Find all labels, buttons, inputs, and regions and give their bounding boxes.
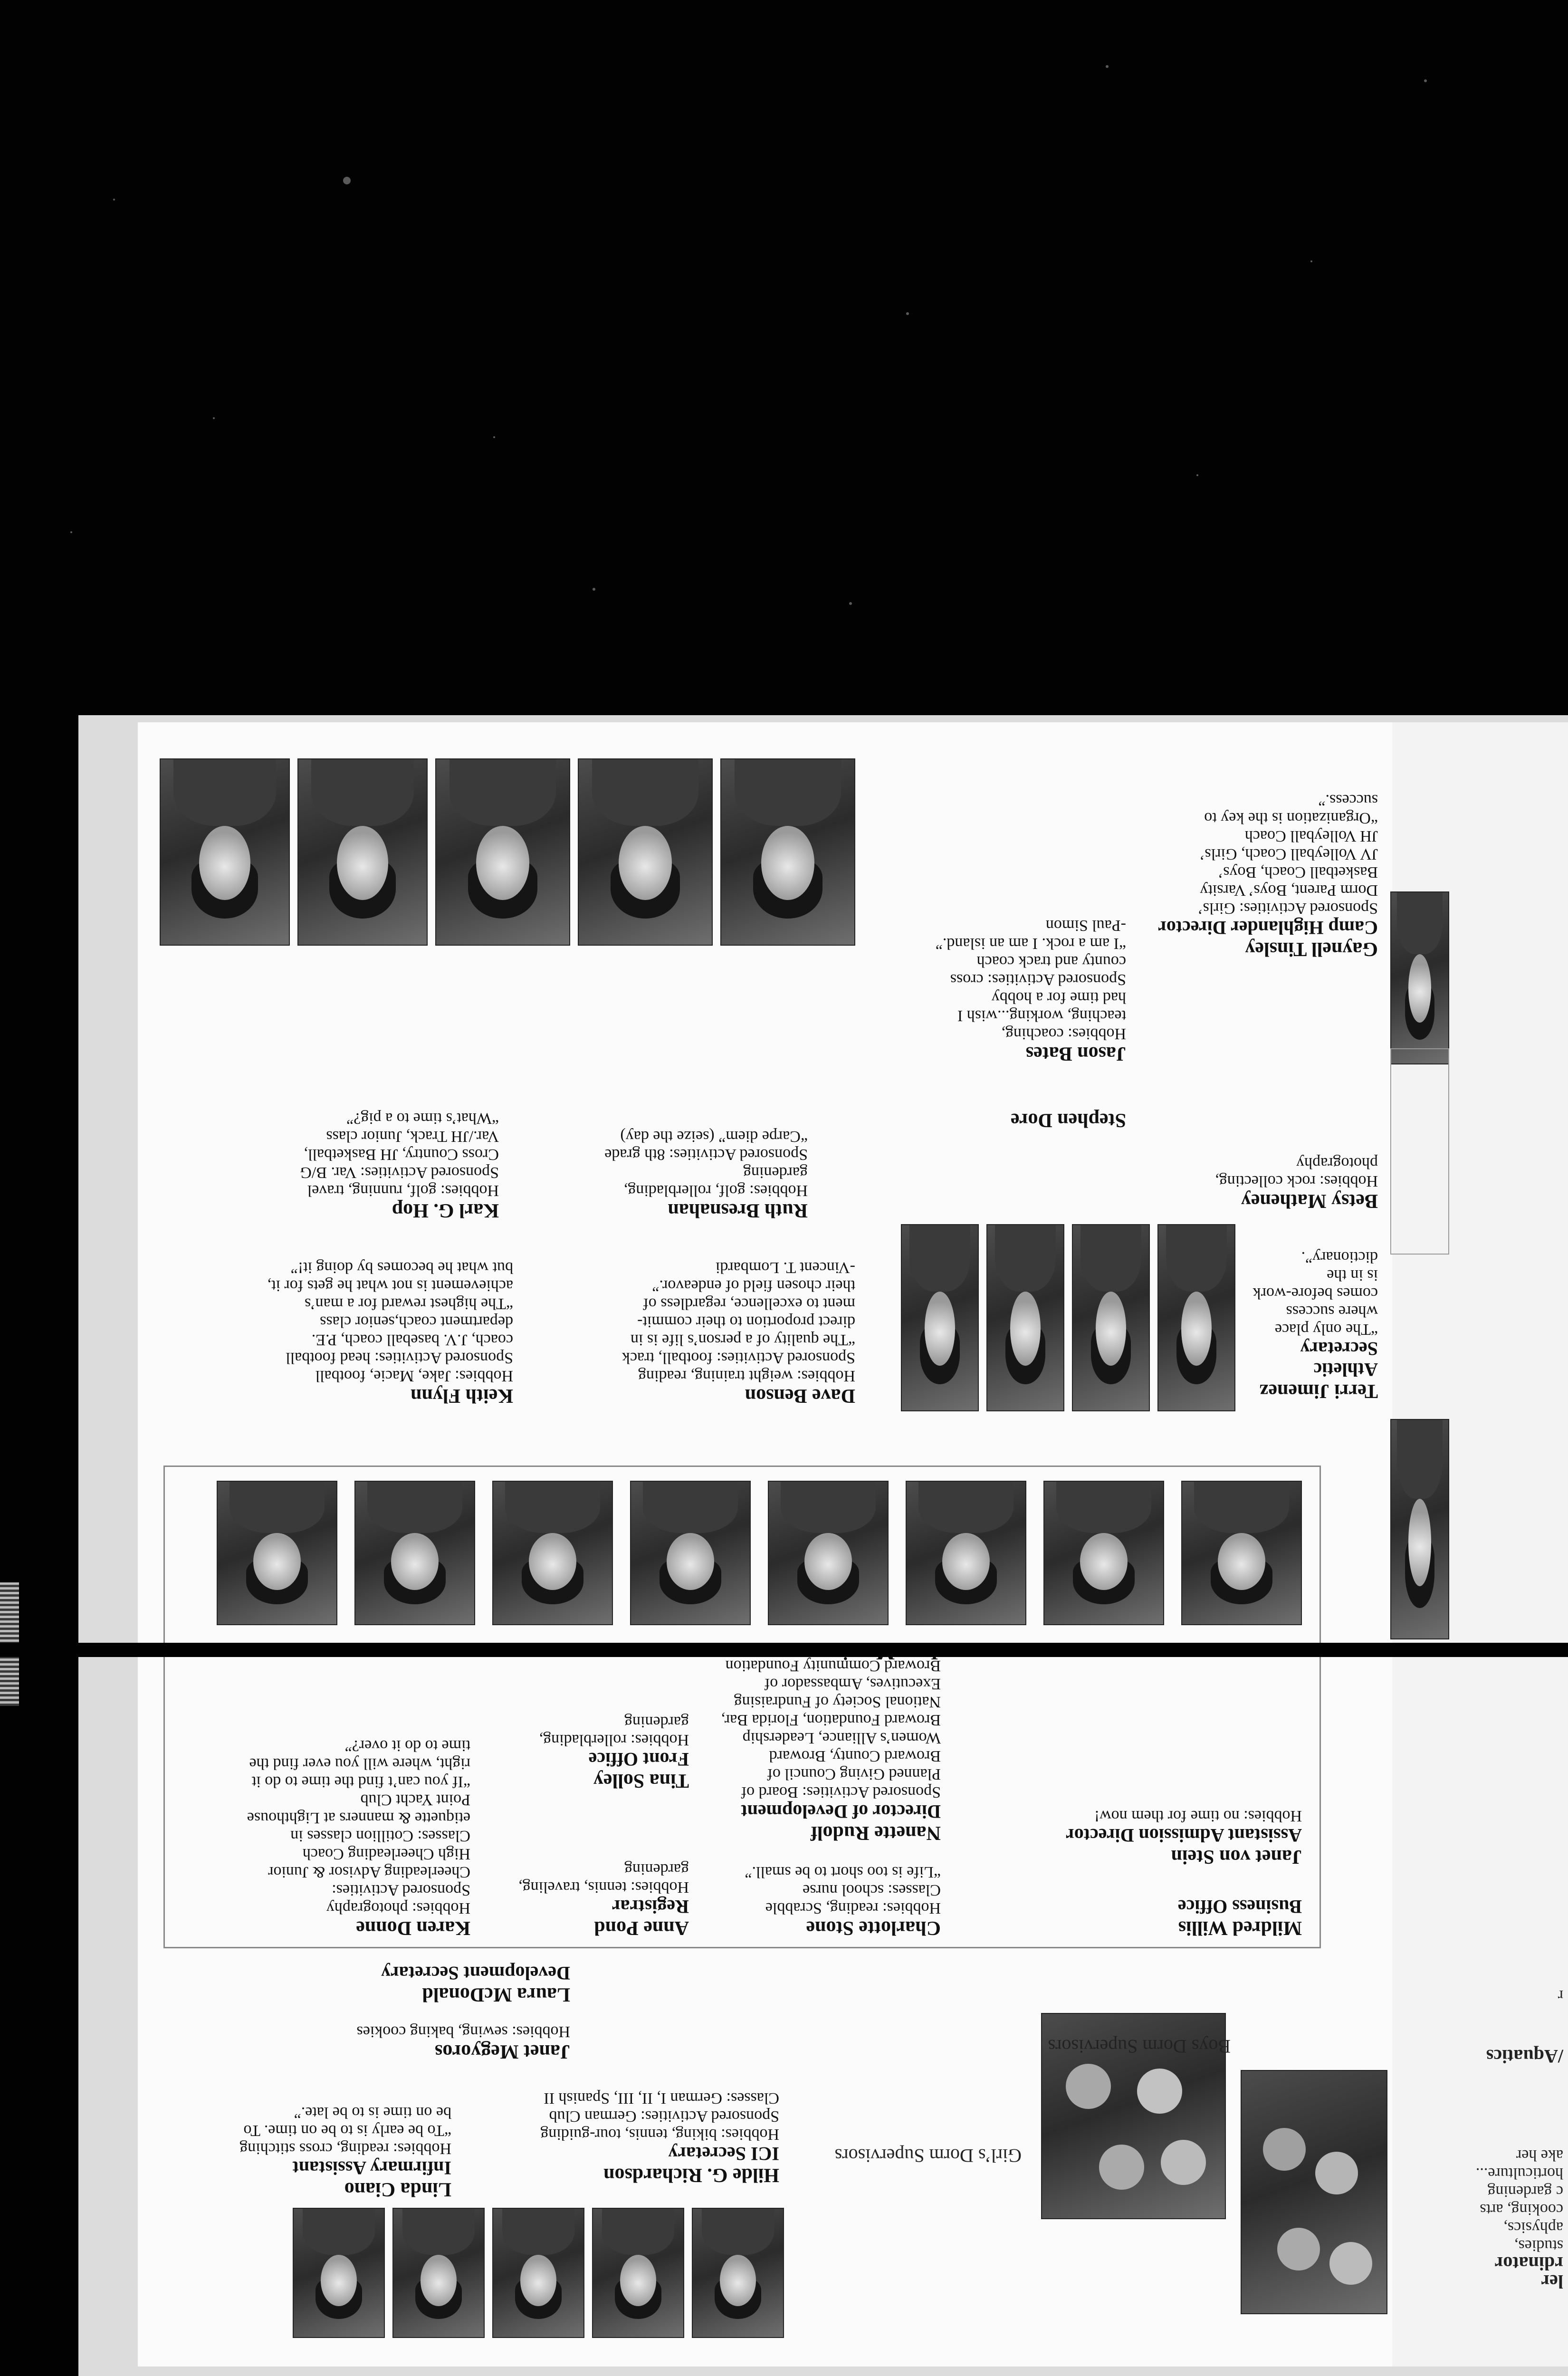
staff-entry-gaynell-tinsley: Gaynell Tinsley Camp Highlander Director Sponsored Activities: Girls’ Dorm Parent, Boys’ Varsity Basketball Coach, Boys’ JV Volleyball Coach, Girls’ JH Volleyball Coach “Organization is the key to success.” (1158, 791, 1378, 960)
scan-edge (0, 1643, 1568, 1657)
staff-photo (1043, 1481, 1164, 1625)
staff-photo (578, 758, 713, 946)
staff-entry-karl-hop: Karl G. Hop Hobbies: golf, running, travel Sponsored Activities: Var. B/G Cross Country, JH Basketball, Var./JH Track, Junior class “What’s time to a pig?” (300, 1110, 499, 1221)
staff-photo (492, 2208, 584, 2338)
girls-dorm-caption: Girl’s Dorm Supervisors (834, 2145, 1022, 2166)
staff-photo (1181, 1481, 1302, 1625)
staff-photo (692, 2208, 784, 2338)
staff-entry-betsy-matheney: Betsy Matheney Hobbies: rock collecting, photography (1215, 1154, 1378, 1212)
staff-entry-hilde-richardson: Hilde G. Richardson ICI Secretary Hobbies: biking, tennis, tour-guiding Sponsored Activities: German Club Classes: German I, II, III, Spanish II (540, 2089, 779, 2186)
yearbook-page (138, 722, 1568, 2366)
boys-dorm-caption: Boys Dorm Supervisors (1048, 2036, 1231, 2057)
staff-photo (768, 1481, 889, 1625)
staff-photo (217, 1481, 337, 1625)
staff-entry-nanette-rudolf: Nanette Rudolf Director of Development Sponsored Activities: Board of Planned Giving Council of Broward County, Broward Women’s Alliance, Leadership Broward Foundation, Florida Bar, National Society of Fundraising Executives, Ambassador of Broward Community Foundation (721, 1657, 941, 1844)
staff-entry-janet-megyoros: Janet Megyoros Hobbies: sewing, baking cookies (356, 2023, 570, 2062)
staff-photo (435, 758, 570, 946)
staff-entry-keith-flynn: Keith Flynn Hobbies: Jake, Macie, football Sponsored Activities: head football coach, J.V. baseball coach, P.E. department coach,senior class “The highest reward for a man’s achievement is not what he gets for it, but what he becomes by doing it!” (267, 1259, 513, 1407)
page-content-rotated (138, 722, 1568, 2366)
staff-photo (297, 758, 428, 946)
staff-entry-dave-benson: Dave Benson Hobbies: weight training, reading Sponsored Activities: football, track “The quality of a person’s life is in direct proportion to their commit- ment to excellence, regardless of their chosen field of endeavor.” -Vincent T. Lombardi (621, 1259, 855, 1407)
staff-entry-karen-donne: Karen Donne Hobbies: photography Sponsored Activities: Cheerleading Advisor & Junior High Cheerleading Coach Classes: Cotillion classes in etiquette & manners at Lighthouse Point Yacht Club “If you can’t find the time to do it right, where will you ever find the time to do it over?” (247, 1737, 470, 1939)
staff-photo (160, 758, 290, 946)
staff-photo (630, 1481, 751, 1625)
staff-photo (1390, 1419, 1449, 1639)
staff-photo (1390, 891, 1449, 1064)
staff-photo (901, 1224, 979, 1411)
staff-photo (986, 1224, 1064, 1411)
staff-entry-tina-solley: Tina Solley Front Office Hobbies: rollerblading, gardening (539, 1713, 689, 1792)
staff-photo (592, 2208, 684, 2338)
staff-photo (392, 2208, 485, 2338)
staff-entry-terri-jimenez: Terri Jimenez Athletic Secretary “The only place where success comes before-work is in the dictionary”. (1252, 1248, 1378, 1402)
photo-box (1390, 1048, 1449, 1255)
adjacent-page-text: ler rdinator studies, aphysics, cooking, arts c gardening horticulture... ake her /Aquatics r (1475, 1987, 1563, 2292)
staff-entry-mildred-willis: Mildred Willis Business Office (1177, 1896, 1302, 1939)
staff-photo (906, 1481, 1026, 1625)
staff-entry-charlotte-stone: Charlotte Stone Hobbies: reading, Scrabble Classes: school nurse “Life is too short to be small.” (745, 1863, 941, 1939)
scanner-noise (0, 0, 1568, 713)
boys-dorm-supervisors-photo (1241, 2070, 1387, 2314)
staff-entry-ruth-bresnahan: Ruth Bresnahan Hobbies: golf, rollerblading, gardening Sponsored Activities: 8th grade “Carpe diem” (seize the day) (604, 1128, 808, 1221)
staff-photo (354, 1481, 475, 1625)
staff-entry-laura-mcdonald: Laura McDonald Development Secretary (381, 1963, 570, 2005)
staff-photo (720, 758, 855, 946)
staff-photo (293, 2208, 385, 2338)
staff-photo (1072, 1224, 1150, 1411)
staff-entry-janet-von-stein: Janet von Stein Assistant Admission Director Hobbies: no time for them now! (1065, 1807, 1302, 1868)
staff-entry-linda-ciano: Linda Ciano Infirmary Assistant Hobbies: reading, cross stitching “To be early is to be on time. To be on time is to be late.” (239, 2104, 451, 2200)
staff-entry-anne-pond: Anne Pond Registrar Hobbies: tennis, traveling, gardening (518, 1860, 689, 1939)
staff-entry-stephen-dore: Stephen Dore (1010, 1109, 1126, 1131)
staff-photo (1157, 1224, 1235, 1411)
staff-entry-jason-bates: Jason Bates Hobbies: coaching, teaching, working...wish I had time for a hobby Sponsored Activities: cross county and track coach “I am a rock. I am an island.” -Paul Simon (935, 917, 1126, 1064)
staff-photo (492, 1481, 613, 1625)
